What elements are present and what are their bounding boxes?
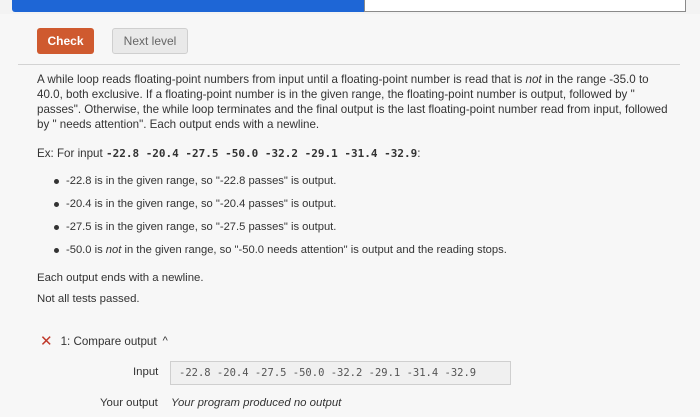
example-bullets <box>54 173 507 265</box>
bullet4-pre: -50.0 is <box>66 244 106 256</box>
instructions-text-1: A while loop reads floating-point numbers from input until a floating-point number is read that is <box>37 73 526 86</box>
example-line <box>37 147 420 160</box>
bullet-item: -27.5 is in the given range, so "-27.5 passes" is output. <box>54 219 507 242</box>
divider <box>18 64 680 65</box>
instructions-text-2: in the range -35.0 to 40.0, both exclusive. If a floating-point number is in the given range, the floating-point number is output, followed by " passes". Otherwise, the while loop terminates and the final output is the last floating-point number read from input, followed by " needs attention". Each output ends with a newline. <box>37 73 668 131</box>
progress-bar <box>12 0 364 12</box>
example-values: -22.8 -20.4 -27.5 -50.0 -32.2 -29.1 -31.4 -32.9 <box>105 147 418 160</box>
compare-output-label: 1: Compare output <box>60 334 157 348</box>
instructions <box>37 72 677 132</box>
chevron-up-icon: ^ <box>162 335 168 347</box>
bullet4-post: in the given range, so "-50.0 needs attention" is output and the reading stops. <box>121 244 507 256</box>
bullet4-emphasis: not <box>105 244 122 256</box>
compare-output-toggle[interactable] <box>40 332 168 350</box>
test-status: Not all tests passed. <box>37 293 140 305</box>
fail-x-icon: ✕ <box>40 333 53 350</box>
your-output-label: Your output <box>100 397 158 409</box>
bullet-item: -22.8 is in the given range, so "-22.8 passes" is output. <box>54 173 507 196</box>
example-prefix: Ex: For input <box>37 147 106 160</box>
progress-track <box>364 0 686 12</box>
bullet-item <box>54 242 507 265</box>
input-label: Input <box>133 366 159 378</box>
check-button[interactable]: Check <box>37 28 94 54</box>
test-input-value: -22.8 -20.4 -27.5 -50.0 -32.2 -29.1 -31.4 -32.9 <box>170 361 511 385</box>
your-output-value: Your program produced no output <box>171 397 342 409</box>
instructions-emphasis: not <box>525 73 542 86</box>
example-suffix: : <box>417 147 421 160</box>
newline-note: Each output ends with a newline. <box>37 272 204 284</box>
next-level-button[interactable]: Next level <box>112 28 188 54</box>
bullet-item: -20.4 is in the given range, so "-20.4 passes" is output. <box>54 196 507 219</box>
